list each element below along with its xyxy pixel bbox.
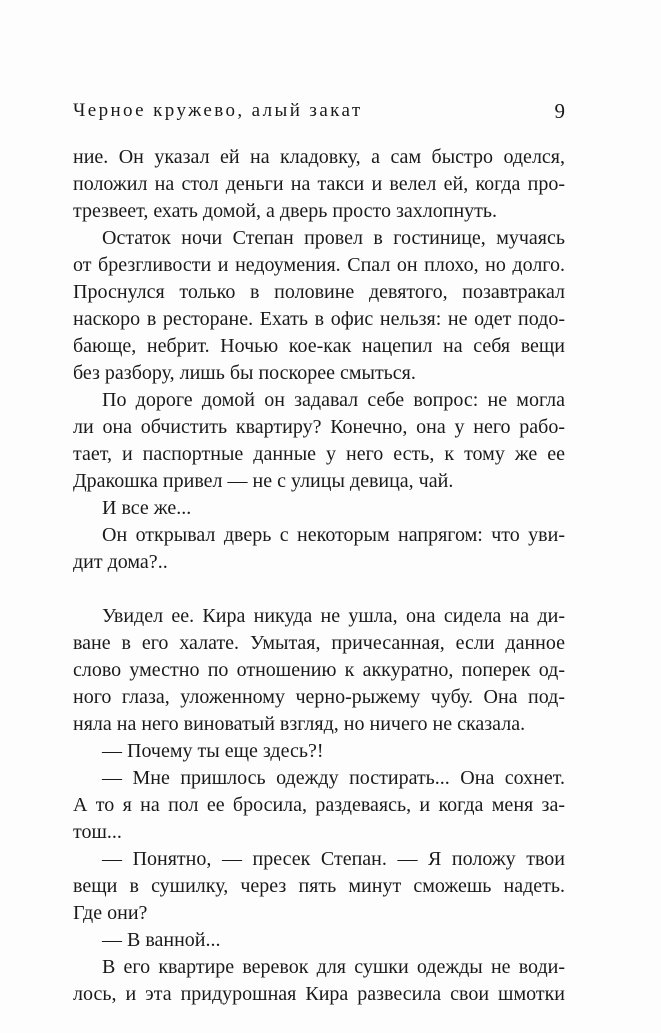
text-line: от брезгливости и недоумения. Спал он плохо, но долго. xyxy=(73,254,565,276)
body-text xyxy=(73,144,565,1008)
text-line: тош... xyxy=(73,821,122,843)
text-line: А то я на пол ее бросила, раздеваясь, и когда меня за- xyxy=(73,794,565,816)
text-line: — Почему ты еще здесь?! xyxy=(102,740,324,762)
text-line: — В ванной... xyxy=(102,929,221,951)
text-line: дит дома?.. xyxy=(73,551,168,573)
text-line: — Мне пришлось одежду постирать... Она сохнет. xyxy=(102,767,565,789)
text-line: ного глаза, уложенному черно-рыжему чубу. Она под- xyxy=(73,686,565,708)
text-line: лось, и эта придурошная Кира развесила свои шмотки xyxy=(73,983,565,1005)
running-title: Черное кружево, алый закат xyxy=(73,100,363,121)
section-break xyxy=(73,576,565,603)
text-line: Остаток ночи Степан провел в гостинице, мучаясь xyxy=(102,227,565,249)
text-line: без разбору, лишь бы поскорее смыться. xyxy=(73,362,416,384)
text-line: Увидел ее. Кира никуда не ушла, она сидела на ди- xyxy=(102,605,565,627)
running-header xyxy=(73,96,565,126)
text-line: Где они? xyxy=(73,902,148,924)
text-line: Он открывал дверь с некоторым напрягом: что уви- xyxy=(102,524,565,546)
text-line: наскоро в ресторане. Ехать в офис нельзя: не одет подо- xyxy=(73,308,565,330)
text-line: — Понятно, — пресек Степан. — Я положу твои xyxy=(102,848,565,870)
text-line: ние. Он указал ей на кладовку, а сам быстро оделся, xyxy=(73,146,565,168)
page-number: 9 xyxy=(554,99,565,123)
text-line: Проснулся только в половине девятого, позавтракал xyxy=(73,281,565,303)
text-line: тает, и паспортные данные у него есть, к тому же ее xyxy=(73,443,565,465)
text-line: вещи в сушилку, через пять минут сможешь надеть. xyxy=(73,875,565,897)
text-line: По дороге домой он задавал себе вопрос: не могла xyxy=(102,389,565,411)
text-line: Дракошка привел — не с улицы девица, чай. xyxy=(73,470,454,492)
text-line: положил на стол деньги на такси и велел ей, когда про- xyxy=(73,173,565,195)
text-line: И все же... xyxy=(102,497,192,519)
text-line: ли она обчистить квартиру? Конечно, она у него рабо- xyxy=(73,416,565,438)
text-line: В его квартире веревок для сушки одежды не води- xyxy=(102,956,565,978)
text-line: трезвеет, ехать домой, а дверь просто захлопнуть. xyxy=(73,200,498,222)
text-line: слово уместно по отношению к аккуратно, поперек од- xyxy=(73,659,565,681)
text-line: няла на него виноватый взгляд, но ничего не сказала. xyxy=(73,713,526,735)
text-line: бающе, небрит. Ночью кое-как нацепил на себя вещи xyxy=(73,335,565,357)
text-line: ване в его халате. Умытая, причесанная, если данное xyxy=(73,632,565,654)
